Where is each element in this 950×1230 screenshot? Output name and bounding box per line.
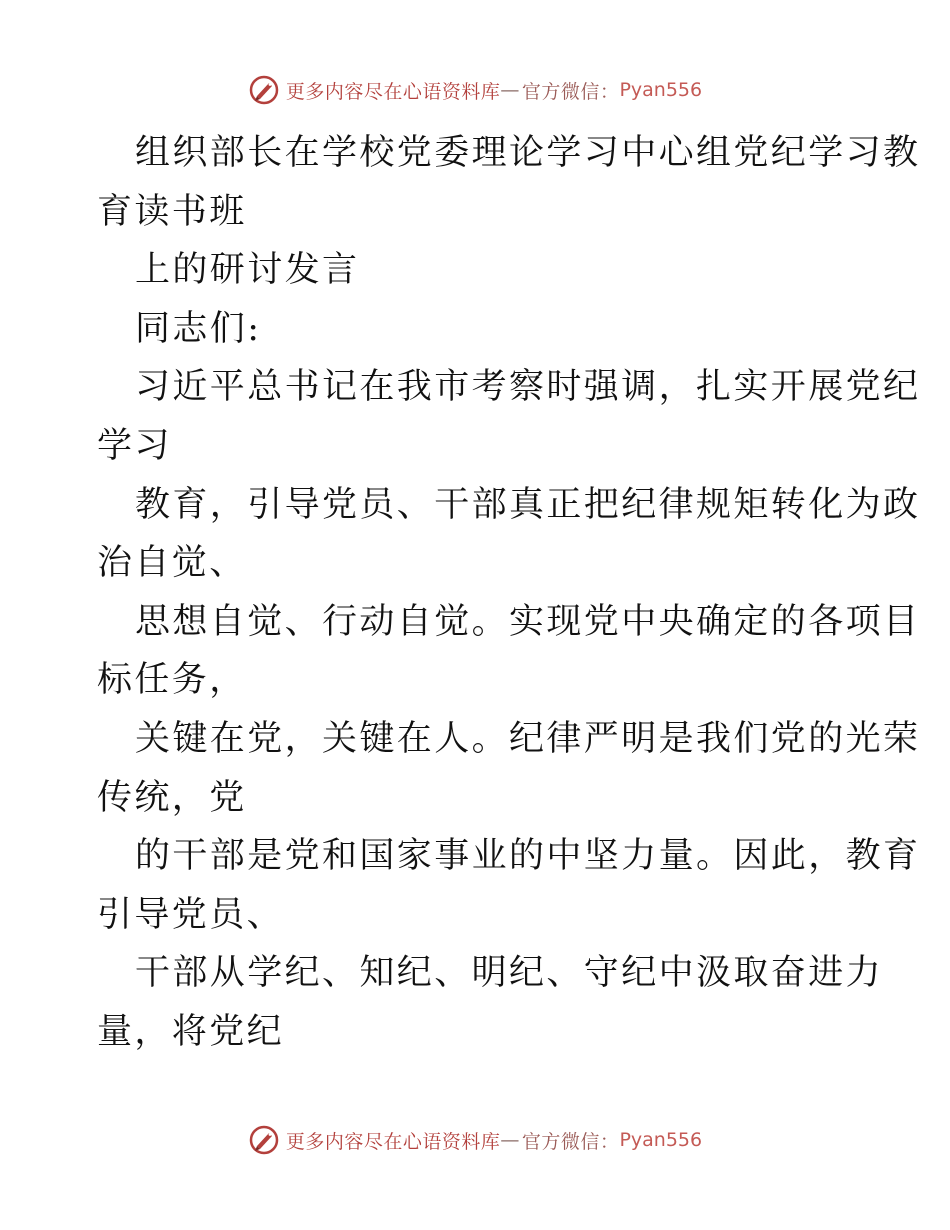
pen-logo-icon: [248, 1124, 280, 1156]
text-line: 思想自觉、行动自觉。实现党中央确定的各项目: [135, 601, 921, 642]
text-line: 同志们:: [135, 308, 262, 349]
text-line: 干部从学纪、知纪、明纪、守纪中汲取奋进力: [135, 953, 884, 994]
text-line: 育读书班: [97, 191, 247, 232]
banner-title: 更多内容尽在心语资料库: [285, 80, 501, 103]
text-line: 上的研讨发言: [135, 250, 360, 291]
text-line: 学习: [97, 425, 172, 466]
text-line: 组织部长在学校党委理论学习中心组党纪学习教: [135, 133, 921, 173]
banner-title: 更多内容尽在心语资料库: [285, 1130, 501, 1153]
text-line: 的干部是党和国家事业的中坚力量。因此，教育: [135, 836, 921, 877]
banner-separator: —: [500, 79, 520, 101]
banner-wechat-id: Pyan556: [619, 79, 703, 101]
banner-wechat-label: 官方微信：: [521, 80, 620, 103]
text-line: 教育，引导党员、干部真正把纪律规矩转化为政: [135, 484, 921, 525]
text-line: 习近平总书记在我市考察时强调，扎实开展党纪: [135, 367, 921, 408]
banner-wechat-id: Pyan556: [619, 1129, 703, 1151]
banner-wechat-label: 官方微信：: [521, 1130, 620, 1153]
banner-separator: —: [500, 1129, 520, 1151]
text-line: 引导党员、: [97, 894, 285, 935]
footer-banner: [0, 1120, 950, 1160]
document-body: [97, 124, 921, 1062]
text-line: 治自觉、: [97, 543, 247, 584]
pen-logo-icon: [248, 74, 280, 106]
text-line: 传统，党: [97, 777, 247, 818]
header-banner: [0, 70, 950, 110]
text-line: 量，将党纪: [97, 1011, 285, 1052]
text-line: 标任务，: [97, 660, 247, 701]
text-line: 关键在党，关键在人。纪律严明是我们党的光荣: [135, 718, 921, 759]
